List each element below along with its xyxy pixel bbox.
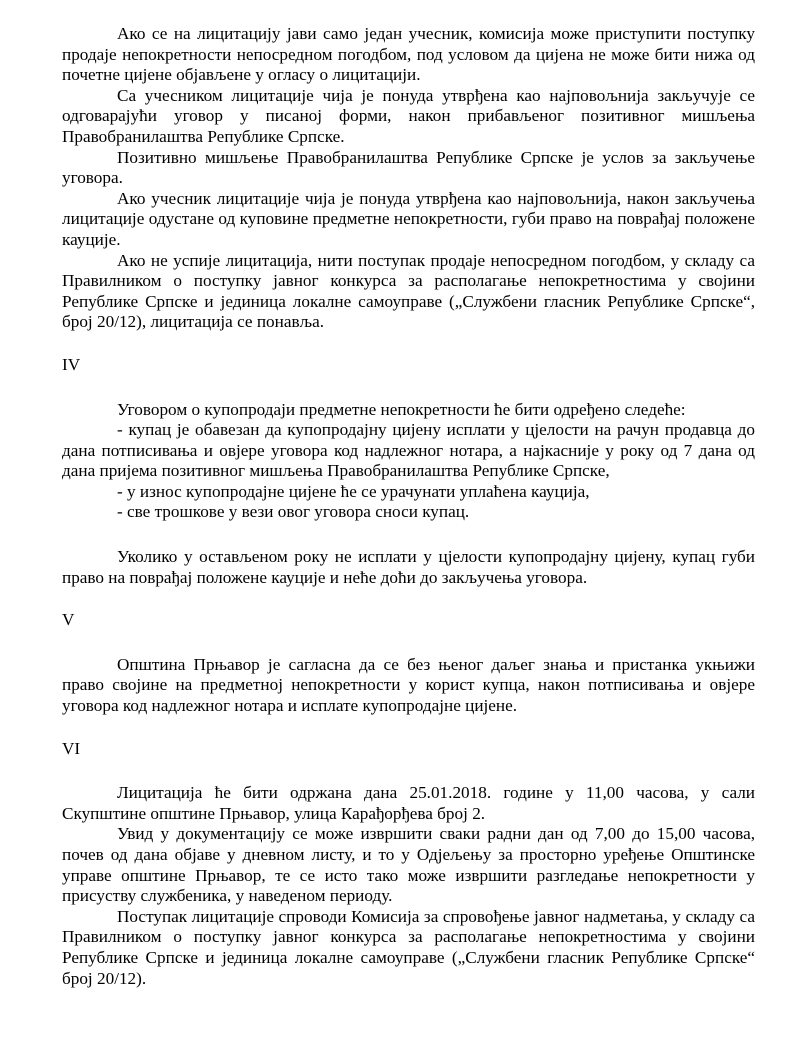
- section-heading-iv: IV: [62, 354, 81, 374]
- section-heading-vi: VI: [62, 738, 81, 758]
- paragraph-single-bidder: Ако се на лицитацију јави само један учесник, комисија може приступити поступку продаје непокретности непосредном погодбом, под условом да цијена не може бити нижа од почетне цијене објављене у огласу о лицитацији.: [62, 24, 755, 85]
- paragraph-contract-conclusion: Са учесником лицитације чија је понуда утврђена као најповољнија закључује се одговарајући уговор у писаној форми, након прибављеног позитивног мишљења Правобранилаштва Републике Српске.: [62, 85, 755, 146]
- paragraph-positive-opinion: Позитивно мишљење Правобранилаштва Републике Српске је услов за закључење уговора.: [62, 147, 755, 188]
- paragraph-auction-commission: Поступак лицитације спроводи Комисија за спровођење јавног надметања, у складу са Правилником о поступку јавног конкурса за располагање непокретностима у својини Републике Српске и јединица локалне самоуправе („Службени гласник Републике Српске“ број 20/12).: [62, 906, 755, 988]
- list-item-costs: - све трошкове у вези овог уговора сноси купац.: [117, 502, 470, 522]
- list-item-payment: - купац је обавезан да купопродајну цијену исплати у цјелости на рачун продавца до дана потписивања и овјере уговора код надлежног нотара, а најкасније у року од 7 дана од дана пријема позитивног мишљења Правобранилаштва Републике Српске,: [62, 420, 755, 481]
- paragraph-withdrawal: Ако учесник лицитације чија је понуда утврђена као најповољнија, након закључења лицитације одустане од куповине предметне непокретности, губи право на поврађај положене кауције.: [62, 188, 755, 249]
- list-item-deposit: - у износ купопродајне цијене ће се урачунати уплаћена кауција,: [117, 481, 590, 501]
- section-heading-v: V: [62, 610, 75, 630]
- paragraph-repeat-auction: Ако не успије лицитација, нити поступак продаје непосредном погодбом, у складу са Правилником о поступку јавног конкурса за располагање непокретностима у својини Републике Српске и јединица локалне самоуправе („Службени гласник Републике Српске“, број 20/12), лицитација се понавља.: [62, 250, 755, 332]
- document-page: [62, 24, 755, 989]
- paragraph-document-inspection: Увид у документацију се може извршити сваки радни дан од 7,00 до 15,00 часова, почев од дана објаве у дневном листу, и то у Одјељењу за просторно уређење Општинске управе општине Прњавор, те се исто тако може извршити разгледање непокретности у присуству службеника, у наведеном периоду.: [62, 824, 755, 906]
- paragraph-registration-consent: Општина Прњавор је сагласна да се без њеног даљег знања и пристанка укњижи право својине на предметној непокретности у корист купца, након потписивања и овјере уговора код надлежног нотара и исплате купопродајне цијене.: [62, 654, 755, 716]
- paragraph-non-payment: Уколико у остављеном року не исплати у цјелости купопродајну цијену, купац губи право на поврађај положене кауције и неће доћи до закључења уговора.: [62, 547, 755, 587]
- paragraph-auction-date: Лицитација ће бити одржана дана 25.01.2018. године у 11,00 часова, у сали Скупштине општине Прњавор, улица Карађорђева број 2.: [62, 783, 755, 823]
- paragraph-contract-terms-intro: Уговором о купопродаји предметне непокретности ће бити одређено следеће:: [117, 399, 686, 419]
